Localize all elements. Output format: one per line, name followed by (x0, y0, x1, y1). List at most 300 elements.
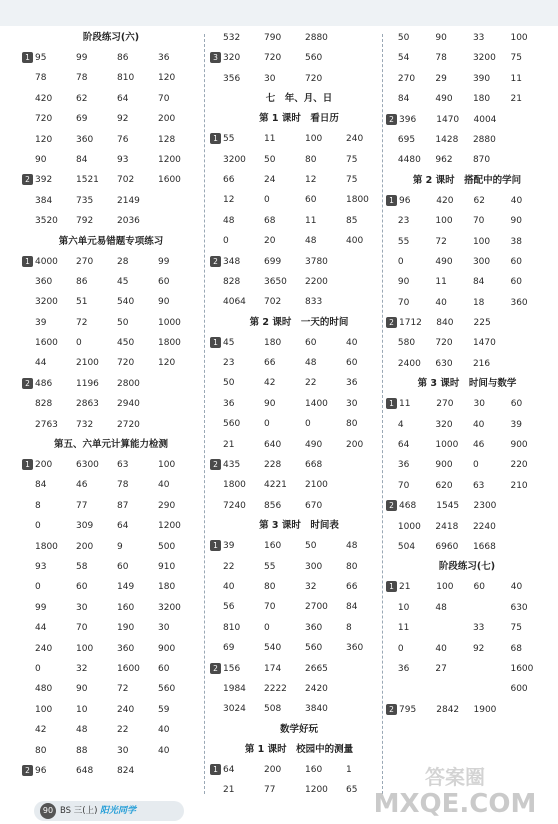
answer-value: 2036 (117, 216, 140, 227)
answer-row (22, 313, 200, 333)
answer-value: 84 (346, 602, 358, 613)
answer-value: 450 (117, 338, 135, 349)
answer-row (386, 130, 548, 150)
answer-row (22, 333, 200, 353)
answer-value: 0 (76, 338, 82, 349)
answer-value: 8 (35, 500, 41, 511)
answer-row (386, 598, 548, 618)
answer-value: 2418 (435, 521, 459, 532)
answer-value: 2200 (305, 276, 328, 287)
answer-value: 128 (158, 134, 176, 145)
answer-value: 12 (305, 174, 317, 185)
answer-value: 1428 (435, 134, 459, 145)
answer-value: 360 (305, 622, 323, 633)
answer-value: 33 (472, 623, 485, 634)
answer-value: 3840 (305, 704, 328, 715)
section-title: 第 3 课时 时间与数学 (417, 378, 517, 390)
answer-value: 60 (305, 337, 317, 348)
answer-row (22, 415, 200, 435)
answer-row (210, 496, 388, 516)
answer-row (210, 414, 388, 434)
answer-row (210, 475, 388, 495)
question-number-badge: 1 (22, 52, 33, 63)
answer-value: 828 (35, 399, 53, 410)
answer-value: 78 (35, 73, 47, 84)
answer-value: 0 (35, 582, 41, 593)
answer-row (22, 557, 200, 577)
answer-value: 4221 (264, 480, 287, 491)
answer-value: 40 (472, 419, 485, 430)
answer-value: 29 (435, 73, 447, 84)
answer-value: 1196 (76, 378, 99, 389)
answer-value: 480 (35, 684, 53, 695)
answer-value: 23 (223, 358, 235, 369)
answer-row (386, 577, 548, 597)
answer-value: 356 (223, 73, 241, 84)
answer-value: 1470 (472, 338, 496, 349)
answer-value: 360 (76, 134, 94, 145)
answer-value: 18 (472, 297, 485, 308)
answer-value: 2222 (264, 683, 287, 694)
question-number-badge: 2 (210, 663, 221, 674)
answer-value: 900 (435, 460, 453, 471)
answer-value: 1200 (305, 785, 328, 796)
answer-value: 64 (117, 93, 129, 104)
answer-value: 80 (305, 154, 317, 165)
answer-value: 24 (264, 174, 276, 185)
answer-value: 640 (264, 439, 282, 450)
answer-value: 90 (510, 216, 522, 227)
answer-value: 75 (346, 174, 358, 185)
answer-row (386, 211, 548, 231)
answer-value: 92 (472, 643, 485, 654)
answer-value (510, 354, 548, 374)
answer-value: 1000 (158, 317, 181, 328)
answer-value: 540 (117, 297, 135, 308)
answer-row (210, 333, 388, 353)
answer-value: 70 (472, 216, 485, 227)
answer-row (386, 679, 548, 699)
answer-row (22, 48, 200, 68)
answer-value: 85 (346, 215, 358, 226)
answer-value: 180 (472, 94, 491, 105)
answer-value: 60 (305, 195, 317, 206)
answer-value (158, 374, 199, 394)
answer-value: 200 (158, 114, 176, 125)
question-number-badge: 1 (210, 337, 221, 348)
answer-value: 2842 (436, 704, 460, 715)
answer-value: 36 (223, 398, 235, 409)
answer-row (210, 211, 388, 231)
answer-value: 200 (76, 541, 94, 552)
question-number-badge: 1 (210, 133, 221, 144)
answer-value: 48 (223, 215, 235, 226)
answer-value: 240 (35, 643, 53, 654)
answer-value: 10 (76, 704, 88, 715)
answer-value: 840 (436, 318, 454, 329)
answer-value (511, 496, 548, 516)
answer-value: 90 (264, 398, 276, 409)
answer-row (386, 28, 548, 48)
answer-value: 11 (305, 215, 317, 226)
answer-value: 40 (510, 195, 523, 206)
question-number-badge: 2 (386, 704, 397, 715)
answer-value: 48 (76, 725, 88, 736)
answer-value: 10 (397, 602, 410, 613)
answer-value: 1600 (510, 663, 534, 674)
question-number-badge: 2 (210, 459, 221, 470)
answer-value: 500 (158, 541, 176, 552)
answer-value: 360 (117, 643, 135, 654)
answer-value: 810 (223, 622, 241, 633)
answer-value: 156 (223, 663, 241, 674)
answer-value: 160 (117, 602, 135, 613)
question-number-badge: 2 (386, 500, 397, 511)
answer-value: 300 (472, 256, 491, 267)
answer-row (210, 170, 388, 190)
answer-value: 2763 (35, 419, 58, 430)
answer-row (210, 190, 388, 210)
answer-value: 50 (264, 154, 276, 165)
answer-value: 2665 (305, 663, 328, 674)
answer-value: 120 (158, 73, 176, 84)
answer-value: 48 (305, 358, 317, 369)
answer-value: 68 (264, 215, 276, 226)
answer-value: 1600 (35, 338, 58, 349)
answer-value: 54 (397, 53, 410, 64)
answer-row (210, 28, 388, 48)
answer-value: 720 (435, 338, 453, 349)
answer-value: 1600 (117, 663, 140, 674)
answer-row (22, 598, 200, 618)
section-title: 第 2 课时 搭配中的学问 (412, 174, 522, 186)
answer-row (386, 476, 548, 496)
answer-value: 348 (223, 256, 241, 267)
answer-value: 58 (76, 561, 88, 572)
answer-row (210, 679, 388, 699)
answer-value: 69 (223, 643, 235, 654)
answer-value: 100 (158, 460, 176, 471)
answer-value: 1200 (158, 154, 181, 165)
answer-value: 216 (472, 358, 491, 369)
answer-value (511, 313, 548, 333)
answer-value: 84 (472, 277, 485, 288)
answer-value: 40 (223, 581, 235, 592)
answer-value: 60 (346, 358, 358, 369)
answer-value: 856 (264, 500, 282, 511)
answer-value: 3024 (223, 704, 246, 715)
answer-row (22, 109, 200, 129)
answer-value (435, 618, 473, 638)
answer-row (386, 89, 548, 109)
answer-value: 2863 (76, 399, 99, 410)
answer-row (210, 48, 388, 68)
answer-value: 60 (158, 276, 170, 287)
answer-value: 40 (158, 480, 170, 491)
answer-value (510, 130, 548, 150)
question-number-badge: 1 (22, 459, 33, 470)
answer-value: 22 (305, 378, 317, 389)
answer-value: 6960 (435, 541, 459, 552)
answer-row (210, 231, 388, 251)
answer-value (510, 537, 548, 557)
answer-value: 36 (397, 460, 410, 471)
answer-value (346, 679, 387, 699)
answer-value (510, 517, 548, 537)
answer-value: 8 (346, 622, 352, 633)
answer-row (386, 191, 548, 211)
answer-value: 190 (117, 623, 135, 634)
answer-row (386, 618, 548, 638)
answer-value: 3200 (35, 297, 58, 308)
answer-row (22, 394, 200, 414)
answer-value: 1 (346, 764, 352, 775)
answer-value: 66 (346, 581, 358, 592)
answer-value: 1000 (435, 440, 459, 451)
answer-row (210, 69, 388, 89)
answer-value: 32 (76, 663, 88, 674)
answer-value: 59 (158, 704, 170, 715)
answer-value: 910 (158, 561, 176, 572)
answer-value: 670 (305, 500, 323, 511)
answer-row (210, 373, 388, 393)
answer-value: 720 (117, 358, 135, 369)
answer-value: 2720 (117, 419, 140, 430)
answer-value: 46 (76, 480, 88, 491)
answer-value: 2940 (117, 399, 140, 410)
answer-value: 2420 (305, 683, 328, 694)
answer-value: 70 (264, 602, 276, 613)
answer-value: 70 (76, 623, 88, 634)
section-title: 第 3 课时 时间表 (259, 520, 339, 532)
answer-value (346, 272, 387, 292)
answer-row (22, 700, 200, 720)
answer-row (22, 761, 200, 781)
question-number-badge: 2 (386, 114, 397, 125)
answer-value: 21 (510, 94, 522, 105)
answer-value: 60 (510, 277, 522, 288)
answer-value: 720 (305, 73, 323, 84)
answer-row (386, 150, 548, 170)
answer-value: 900 (510, 440, 528, 451)
answer-value: 384 (35, 195, 53, 206)
answer-value: 88 (76, 745, 88, 756)
answer-value: 160 (264, 541, 282, 552)
answer-value: 790 (264, 33, 282, 43)
answer-value: 100 (510, 33, 528, 43)
answer-value: 80 (346, 561, 358, 572)
answer-value: 32 (305, 581, 317, 592)
answer-column-3 (386, 28, 548, 720)
answer-value: 3200 (472, 53, 496, 64)
answer-row (386, 435, 548, 455)
answer-value (346, 496, 387, 516)
answer-row (386, 293, 548, 313)
answer-value: 40 (346, 337, 358, 348)
answer-value: 55 (397, 236, 410, 247)
answer-value: 1800 (158, 338, 181, 349)
answer-row (386, 496, 548, 516)
answer-value: 200 (264, 764, 282, 775)
answer-value (346, 659, 387, 679)
answer-row (22, 720, 200, 740)
answer-value (158, 761, 199, 781)
answer-value: 64 (397, 440, 410, 451)
answer-value (346, 475, 387, 495)
answer-value: 4000 (35, 256, 58, 267)
answer-value: 504 (397, 541, 416, 552)
answer-value: 90 (158, 297, 170, 308)
answer-value: 90 (76, 684, 88, 695)
answer-row (210, 292, 388, 312)
answer-value: 45 (117, 276, 129, 287)
answer-value: 220 (510, 460, 528, 471)
answer-value: 80 (35, 745, 47, 756)
answer-row (22, 292, 200, 312)
answer-value: 11 (435, 277, 447, 288)
answer-value: 828 (223, 276, 241, 287)
answer-value: 90 (35, 154, 47, 165)
answer-value: 560 (305, 643, 323, 654)
answer-value: 60 (76, 582, 88, 593)
answer-value (346, 48, 387, 68)
answer-row (22, 639, 200, 659)
answer-row (210, 577, 388, 597)
answer-value: 2100 (76, 358, 99, 369)
answer-value: 50 (117, 317, 129, 328)
answer-row (22, 170, 200, 190)
answer-value: 70 (158, 93, 170, 104)
answer-value: 962 (435, 155, 453, 166)
answer-value: 30 (76, 602, 88, 613)
answer-value: 84 (76, 154, 88, 165)
answer-value: 3780 (305, 256, 328, 267)
answer-value: 21 (223, 439, 235, 450)
section-title: 第五、六单元计算能力检测 (53, 439, 168, 451)
answer-value: 30 (346, 398, 358, 409)
question-number-badge: 2 (22, 765, 33, 776)
answer-value: 21 (223, 785, 235, 796)
answer-value: 1200 (158, 521, 181, 532)
answer-value: 180 (264, 337, 282, 348)
answer-row (22, 353, 200, 373)
question-number-badge: 1 (386, 195, 397, 206)
answer-value: 3520 (35, 216, 58, 227)
answer-value: 2880 (472, 134, 496, 145)
section-title: 阶段练习(七) (438, 561, 496, 573)
answer-value: 69 (76, 114, 88, 125)
question-number-badge: 1 (22, 256, 33, 267)
answer-value: 84 (397, 94, 410, 105)
answer-value: 72 (117, 684, 129, 695)
answer-row (386, 415, 548, 435)
section-title: 第 1 课时 校园中的测量 (244, 743, 354, 755)
answer-value: 63 (472, 480, 485, 491)
answer-value: 2300 (473, 501, 497, 512)
answer-value: 99 (35, 602, 47, 613)
answer-value: 600 (510, 684, 528, 695)
answer-value: 2100 (305, 480, 328, 491)
answer-value: 270 (436, 399, 454, 410)
answer-value (158, 394, 199, 414)
answer-value: 400 (346, 236, 364, 247)
answer-value: 508 (264, 704, 282, 715)
answer-row (210, 353, 388, 373)
answer-value: 270 (397, 73, 416, 84)
answer-row (210, 272, 388, 292)
answer-value: 30 (473, 399, 485, 410)
answer-value (473, 679, 511, 699)
answer-value: 2400 (397, 358, 421, 369)
watermark (360, 762, 550, 818)
answer-value: 44 (35, 358, 47, 369)
question-number-badge: 1 (210, 540, 221, 551)
answer-value (346, 455, 387, 475)
answer-value: 55 (264, 561, 276, 572)
answer-value: 795 (399, 704, 417, 715)
answer-value: 2700 (305, 602, 328, 613)
page-number: 90 (40, 803, 56, 819)
answer-value: 309 (76, 521, 94, 532)
answer-value: 149 (117, 582, 135, 593)
answer-value: 7240 (223, 500, 246, 511)
answer-value: 78 (117, 480, 129, 491)
answer-row (386, 252, 548, 272)
answer-value: 40 (435, 643, 447, 654)
answer-value: 833 (305, 297, 323, 308)
answer-value: 56 (223, 602, 235, 613)
answer-row (22, 618, 200, 638)
answer-value: 78 (76, 73, 88, 84)
answer-value: 490 (305, 439, 323, 450)
section-title: 数学好玩 (279, 723, 318, 735)
answer-row (22, 252, 200, 272)
answer-value: 1545 (436, 501, 460, 512)
answer-value: 900 (158, 643, 176, 654)
answer-value: 540 (264, 643, 282, 654)
answer-row (22, 741, 200, 761)
answer-value (158, 211, 199, 231)
column-divider (382, 34, 383, 794)
answer-value: 66 (223, 174, 235, 185)
answer-value: 0 (305, 419, 311, 430)
answer-value: 36 (346, 378, 358, 389)
answer-value: 60 (510, 399, 523, 410)
answer-value: 21 (399, 582, 411, 593)
question-number-badge: 3 (210, 52, 221, 63)
question-number-badge: 2 (386, 317, 397, 328)
answer-row (210, 129, 388, 149)
answer-row (210, 455, 388, 475)
answer-value: 65 (346, 785, 358, 796)
answer-value: 30 (158, 623, 170, 634)
answer-value: 290 (158, 500, 176, 511)
answer-value: 99 (76, 53, 88, 63)
answer-value: 30 (117, 745, 129, 756)
answer-value: 200 (346, 439, 364, 450)
answer-value: 732 (76, 419, 94, 430)
answer-value: 870 (472, 155, 491, 166)
brand-logo: 阳光同学 (100, 806, 137, 816)
answer-value (158, 415, 199, 435)
answer-value: 27 (435, 663, 447, 674)
answer-value: 824 (117, 765, 135, 776)
answer-row (210, 638, 388, 658)
answer-value: 240 (117, 704, 135, 715)
answer-row (386, 354, 548, 374)
answer-value: 64 (117, 521, 129, 532)
answer-value: 1712 (399, 318, 422, 329)
